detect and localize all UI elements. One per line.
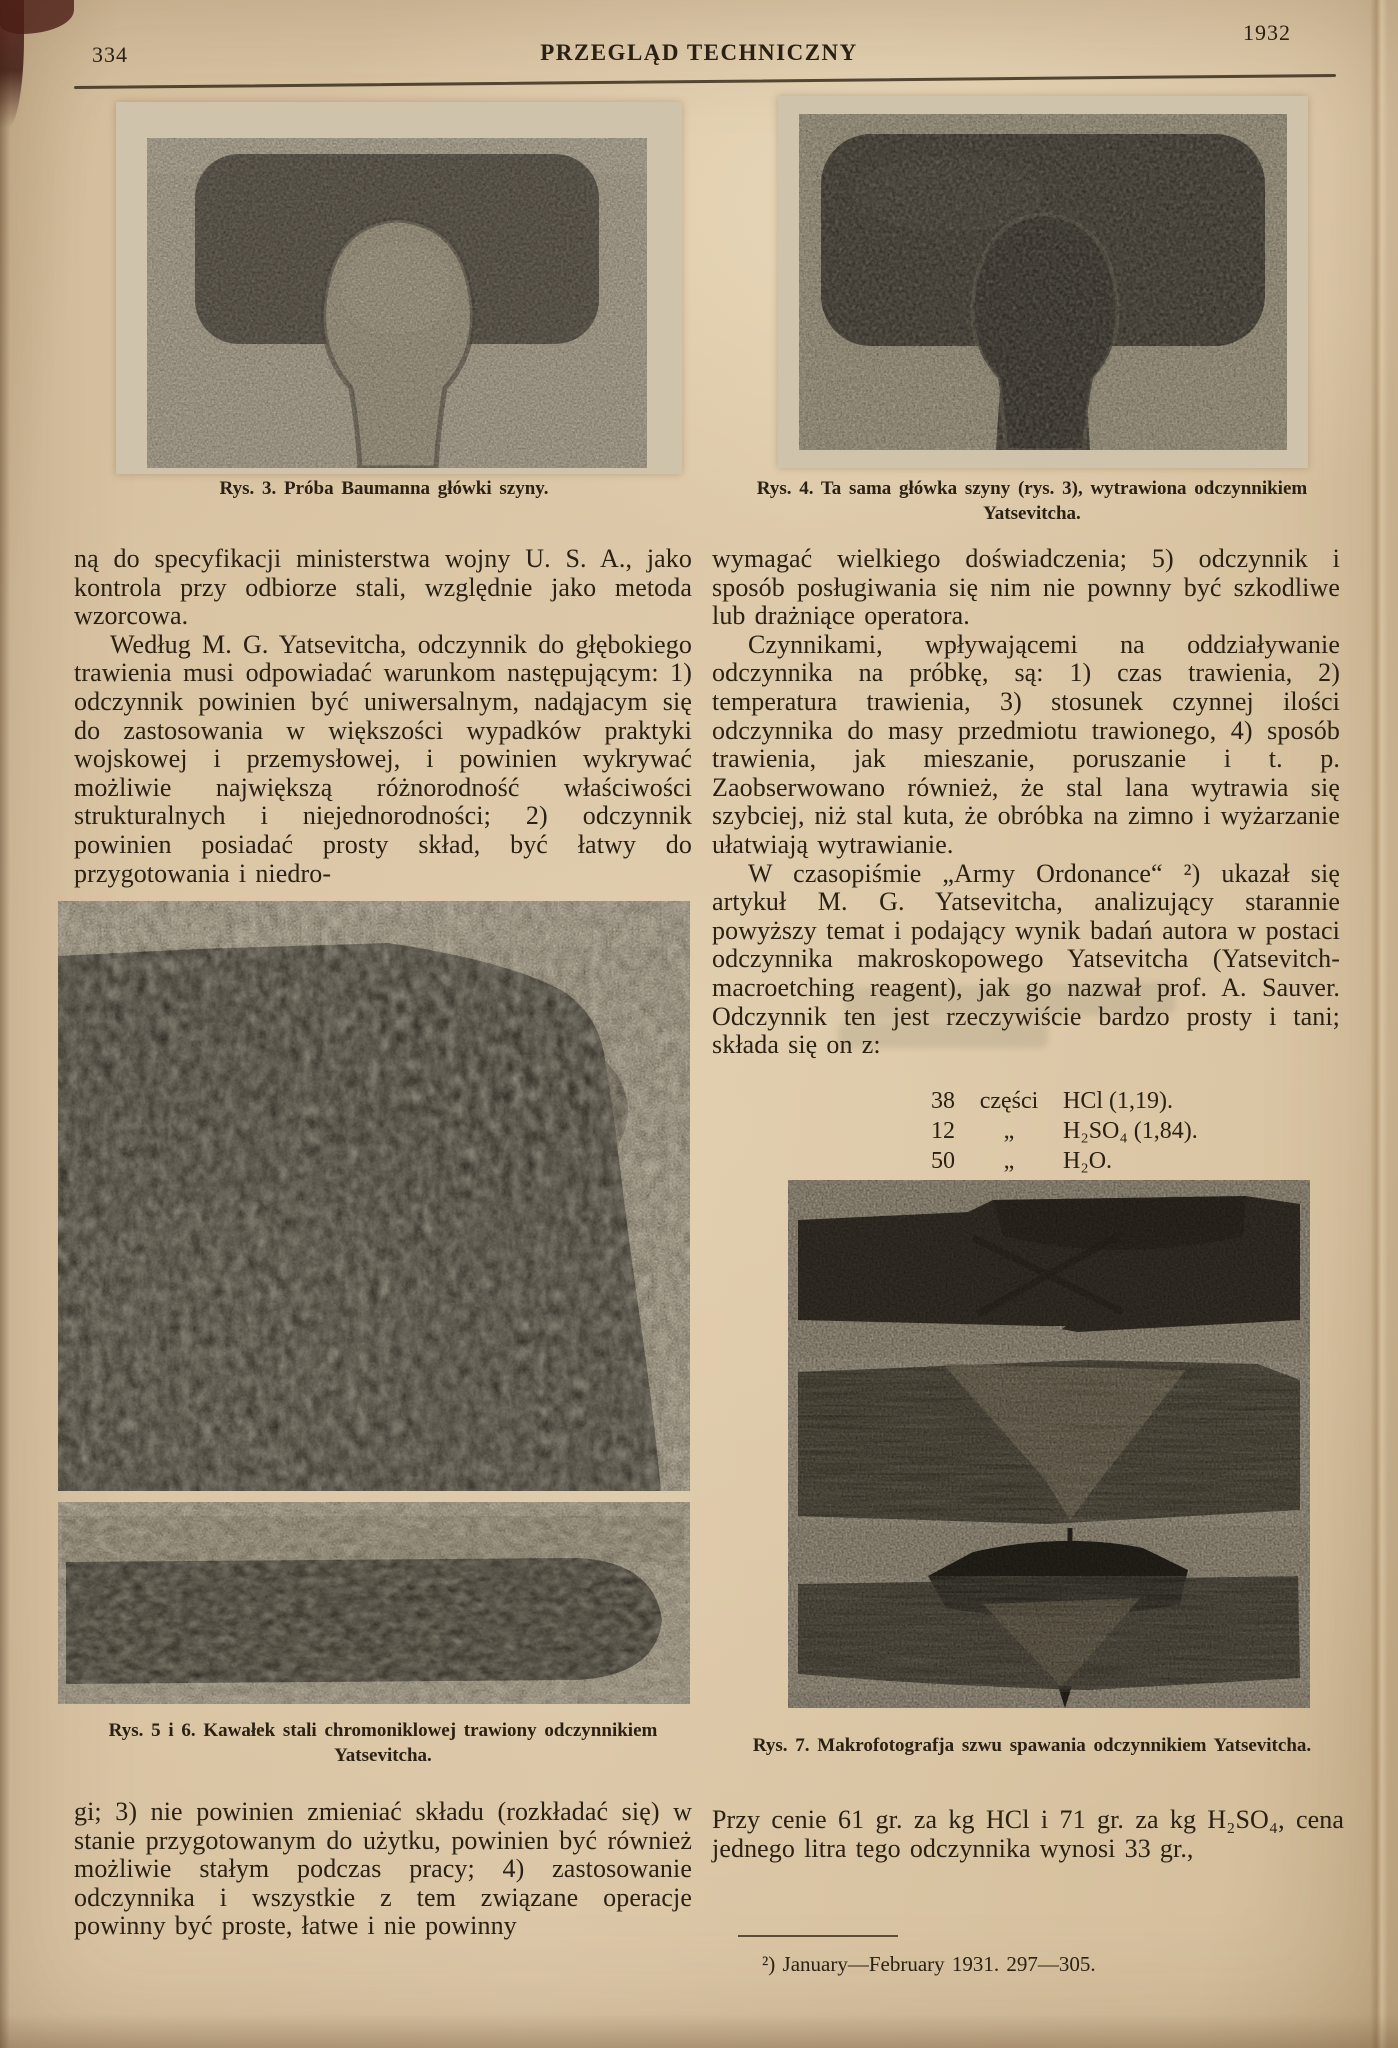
figure-3-print	[116, 102, 682, 474]
recipe-chemical: HCl (1,19).	[1063, 1088, 1173, 1114]
year-label: 1932	[1243, 20, 1291, 45]
left-column-text	[74, 545, 692, 888]
paragraph: Przy cenie 61 gr. za kg HCl i 71 gr. za kg H₂SO₄, cena jednego litra tego odczynnika wynosi 33 gr.,	[712, 1805, 1344, 1863]
figure-4-print	[778, 96, 1308, 468]
recipe-row	[905, 1116, 1198, 1146]
recipe-unit: części	[979, 1088, 1039, 1114]
rail-head-baumann-photo	[147, 138, 647, 468]
footnote: ²) January—February 1931. 297—305.	[762, 1952, 1096, 1976]
recipe-unit: „	[1003, 1148, 1015, 1174]
reagent-recipe	[905, 1086, 1198, 1176]
paragraph: wymagać wielkiego doświadczenia; 5) odczynnik i sposób posługiwania się nim nie pownny być szkodliwe lub drażniące operatora.	[712, 544, 1340, 631]
right-column-text	[712, 545, 1340, 1060]
recipe-quantity: 12	[931, 1118, 955, 1144]
footnote-rule	[738, 1935, 898, 1937]
paragraph: W czasopiśmie „Army Ordonance“ ²) ukazał się artykuł M. G. Yatsevitcha, analizujący starannie powyższy temat i podający wynik badań autora w postaci odczynnika makroskopowego Yatsevitcha (Yatsevitch-macroetching reagent), jak go nazwał prof. A. Sauver. Odczynnik ten jest rzeczywiście bardzo prosty i tani; składa się on z:	[712, 858, 1340, 1060]
paper-crease	[1370, 0, 1388, 2048]
paragraph: ną do specyfikacji ministerstwa wojny U. S. A., jako kontrola przy odbiorze stali, względnie jako metoda wzorcowa.	[74, 544, 692, 631]
recipe-row	[905, 1146, 1198, 1176]
header-rule	[74, 74, 1336, 89]
recipe-row	[905, 1086, 1198, 1116]
paragraph: Czynnikami, wpływającemi na oddziaływanie odczynnika na próbkę, są: 1) czas trawienia, 2) temperatura trawienia, 3) stosunek czynnej ilości odczynnika do masy przedmiotu trawionego, 4) sposób trawienia, jak mieszanie, poruszanie i t. p. Zaobserwowano również, że stal lana wytrawia się szybciej, niż stal kuta, że obróbka na zimno i wyżarzanie ułatwiają wytrawianie.	[712, 629, 1340, 859]
corner-stain	[0, 0, 74, 34]
figure-5-6-caption: Rys. 5 i 6. Kawałek stali chromoniklowej trawiony odczynnikiem Yatsevitcha.	[108, 1720, 658, 1766]
right-column-bottom-text	[712, 1806, 1344, 1863]
figure-3-caption: Rys. 3. Próba Baumanna główki szyny.	[219, 478, 549, 499]
left-column-bottom-text	[74, 1798, 692, 1941]
figure-7-caption: Rys. 7. Makrofotografja szwu spawania odczynnikiem Yatsevitcha.	[752, 1735, 1312, 1756]
etched-steel-macro-photo	[58, 901, 690, 1491]
scan-edge-shadow	[0, 2014, 1398, 2048]
weld-seam-macro-photo	[788, 1180, 1310, 1708]
recipe-quantity: 38	[931, 1088, 955, 1114]
etched-steel-bar-photo	[58, 1502, 690, 1704]
recipe-unit: „	[1003, 1118, 1015, 1144]
recipe-quantity: 50	[931, 1148, 955, 1174]
journal-title: PRZEGLĄD TECHNICZNY	[540, 40, 858, 65]
scan-edge-shadow	[0, 0, 10, 2048]
recipe-chemical: H₂SO₄ (1,84).	[1063, 1118, 1198, 1144]
paragraph: Według M. G. Yatsevitcha, odczynnik do głębokiego trawienia musi odpowiadać warunkom następującym: 1) odczynnik powinien być uniwersalnym, nadąjacym się do zastosowania w większości wypadków praktyki wojskowej i przemysłowej, i powinien wykrywać możliwie największą różnorodność właściwości strukturalnych i niejednorodności; 2) odczynnik powinien posiadać prosty skład, być łatwy do przygotowania i niedro-	[74, 629, 692, 888]
rail-head-etched-photo	[799, 114, 1287, 450]
paragraph: gi; 3) nie powinien zmieniać składu (rozkładać się) w stanie przygotowanym do użytku, powinien być również możliwie stałym podczas pracy; 4) zastosowanie odczynnika i wszystkie z tem związane operacje powinny być proste, łatwe i nie powinny	[74, 1797, 692, 1941]
recipe-chemical: H₂O.	[1063, 1148, 1113, 1174]
page-number: 334	[92, 42, 128, 67]
figure-4-caption: Rys. 4. Ta sama główka szyny (rys. 3), wytrawiona odczynnikiem Yatsevitcha.	[756, 478, 1308, 524]
